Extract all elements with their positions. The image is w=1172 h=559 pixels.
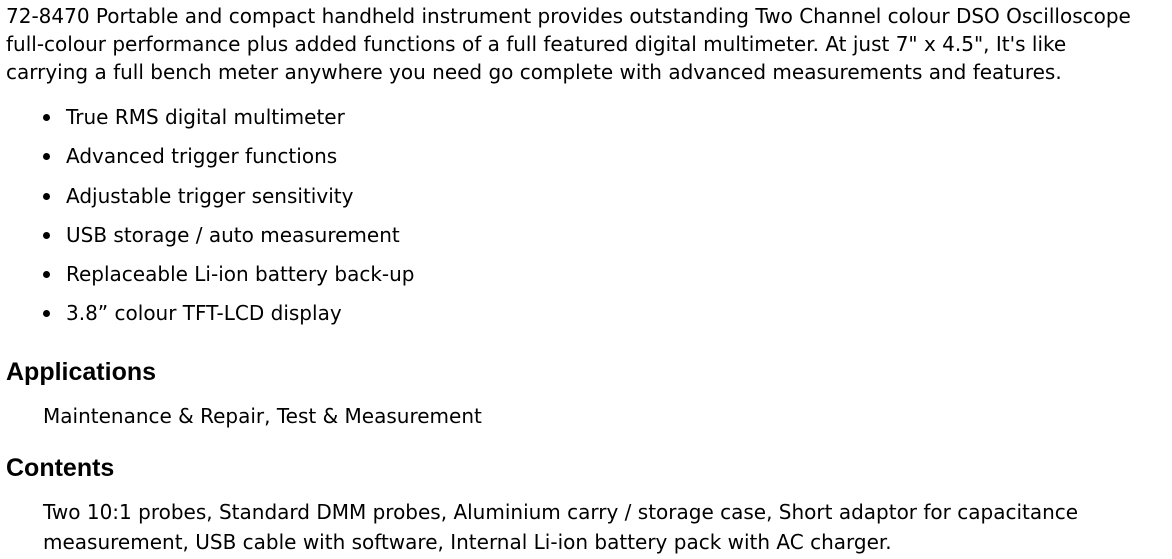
bullet-icon <box>43 114 50 121</box>
feature-text: USB storage / auto measurement <box>66 222 400 247</box>
bullet-icon <box>43 232 50 239</box>
bullet-icon <box>43 271 50 278</box>
contents-text <box>43 497 1078 557</box>
contents-heading: Contents <box>6 454 115 482</box>
feature-list <box>0 101 415 337</box>
intro-line: 72-8470 Portable and compact handheld instrument provides outstanding Two Channel colour DSO Oscilloscope <box>6 4 1131 28</box>
contents-line: Two 10:1 probes, Standard DMM probes, Aluminium carry / storage case, Short adaptor for capacitance <box>43 500 1079 524</box>
feature-item <box>0 180 415 219</box>
feature-item <box>0 219 415 258</box>
feature-text: Replaceable Li-ion battery back-up <box>66 262 415 287</box>
feature-item <box>0 140 415 179</box>
intro-line: carrying a full bench meter anywhere you need go complete with advanced measurements and features. <box>6 60 1062 84</box>
feature-item <box>0 258 415 297</box>
bullet-icon <box>43 193 50 200</box>
feature-text: Adjustable trigger sensitivity <box>66 183 354 208</box>
feature-item <box>0 101 415 140</box>
intro-line: full-colour performance plus added functions of a full featured digital multimeter. At just 7" x 4.5", It's like <box>6 32 1067 56</box>
contents-line: measurement, USB cable with software, Internal Li-ion battery pack with AC charger. <box>43 530 892 554</box>
feature-item <box>0 297 415 336</box>
intro-paragraph <box>6 2 1172 86</box>
feature-text: True RMS digital multimeter <box>66 105 345 129</box>
bullet-icon <box>43 153 50 160</box>
feature-text: 3.8” colour TFT-LCD display <box>66 301 342 326</box>
bullet-icon <box>43 310 50 317</box>
applications-text: Maintenance & Repair, Test & Measurement <box>43 404 482 428</box>
applications-heading: Applications <box>6 358 157 386</box>
feature-text: Advanced trigger functions <box>66 144 338 169</box>
